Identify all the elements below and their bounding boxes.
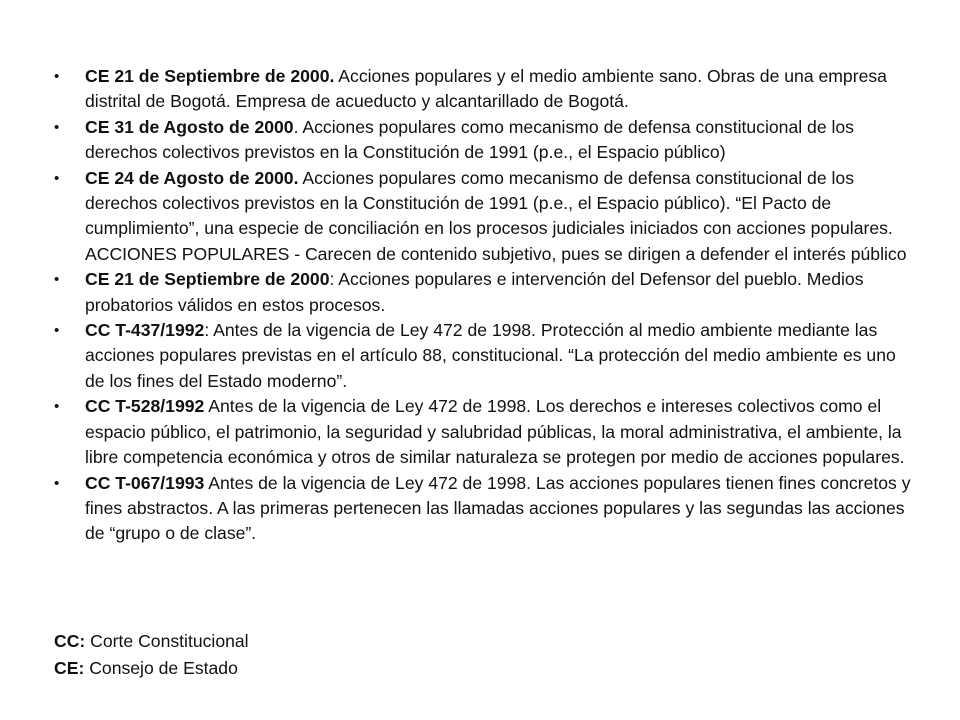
jurisprudence-list xyxy=(54,64,916,547)
item-lead: CC T-437/1992 xyxy=(85,320,205,341)
bullet-icon: • xyxy=(54,118,60,136)
list-item xyxy=(54,471,916,547)
legend-meaning: Corte Constitucional xyxy=(85,631,249,651)
item-text: Acciones populares como mecanismo de defensa constitucional de los derechos colectivos previstos en la Constitución de 1991 (p.e., el Espacio público). “El Pacto de cumplimiento”, una especie de conciliación en los procesos judiciales iniciados con acciones populares. ACCIONES POPULARES - Carecen de contenido subjetivo, pues se dirigen a defender el interés público xyxy=(85,167,907,264)
item-lead: CE 31 de Agosto de 2000 xyxy=(85,116,294,137)
item-lead: CC T-528/1992 xyxy=(85,396,205,417)
list-item xyxy=(54,64,916,115)
list-item xyxy=(54,394,916,470)
item-text: Acciones populares y el medio ambiente sano. Obras de una empresa distrital de Bogotá. Empresa de acueducto y alcantarillado de Bogotá. xyxy=(85,66,887,112)
item-lead: CE 24 de Agosto de 2000. xyxy=(85,167,299,188)
legend-line-cc xyxy=(54,628,249,655)
item-lead: CE 21 de Septiembre de 2000 xyxy=(85,269,330,290)
list-item xyxy=(54,115,916,166)
list-item xyxy=(54,267,916,318)
legend-abbr: CC: xyxy=(54,631,86,651)
item-text: . Acciones populares como mecanismo de defensa constitucional de los derechos colectivos previstos en la Constitución de 1991 (p.e., el Espacio público) xyxy=(85,116,854,163)
bullet-icon: • xyxy=(54,474,60,492)
item-lead: CC T-067/1993 xyxy=(85,472,205,493)
bullet-icon: • xyxy=(54,398,60,416)
list-item xyxy=(54,166,916,268)
bullet-icon: • xyxy=(54,271,60,289)
item-text: : Acciones populares e intervención del Defensor del pueblo. Medios probatorios válidos en estos procesos. xyxy=(85,269,864,315)
item-lead: CE 21 de Septiembre de 2000. xyxy=(85,66,335,86)
legend-line-ce xyxy=(54,655,249,682)
bullet-icon: • xyxy=(54,322,60,340)
item-text: Antes de la vigencia de Ley 472 de 1998. Los derechos e intereses colectivos como el espacio público, el patrimonio, la seguridad y salubridad públicas, la moral administrativa, el ambiente, la libre competencia económica y otros de similar naturaleza se protegen por medio de acciones populares. xyxy=(85,396,905,468)
bullet-icon: • xyxy=(54,68,60,85)
item-text: : Antes de la vigencia de Ley 472 de 1998. Protección al medio ambiente mediante las acciones populares previstas en el artículo 88, constitucional. “La protección del medio ambiente es uno de los fines del Estado moderno”. xyxy=(85,320,896,391)
bullet-icon: • xyxy=(54,169,60,187)
legend-abbr: CE: xyxy=(54,658,85,678)
list-item xyxy=(54,318,916,394)
legend-meaning: Consejo de Estado xyxy=(84,658,238,678)
abbreviation-legend xyxy=(54,628,249,682)
item-text: Antes de la vigencia de Ley 472 de 1998. Las acciones populares tienen fines concretos y fines abstractos. A las primeras pertenecen las llamadas acciones populares y las segundas las acciones de “grupo o de clase”. xyxy=(85,472,911,544)
